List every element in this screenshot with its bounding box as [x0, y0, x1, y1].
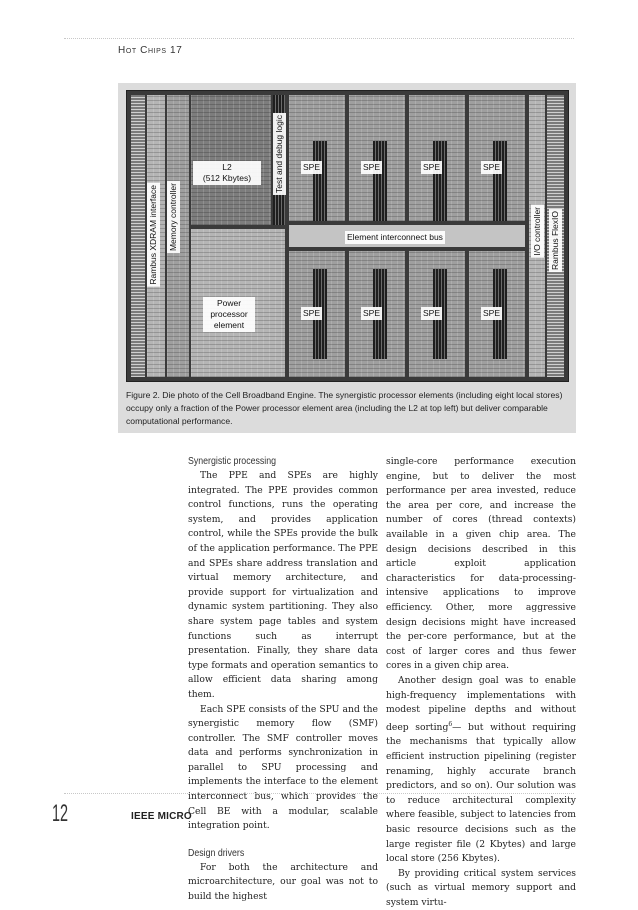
ppe-label: Power processor element [203, 297, 255, 332]
xdram-label: Rambus XDRAM interface [148, 185, 158, 285]
paragraph-text: — but without requiring the mechanisms that typically allow efficient instruction pipelining (register renaming, highly accurate branch predictors, and so on). Our solution was to reduce architectural complexity where feasible, subject to latencies from basic resource decisions such as the large register file (2 Kbytes) and large local store (256 Kbytes). [386, 721, 577, 865]
right-column [386, 455, 576, 910]
paragraph: The PPE and SPEs are highly integrated. The PPE provides common control functions, runs the operating system, and provides application control, while the SPEs provide the bulk of the application performance. The PPE and SPEs share address translation and virtual memory architecture, and provide support for virtualization and dynamic system partitioning. They also share system page tables and system functions such as interrupt presentation. Finally, they share data type formats and operation semantics to allow efficient data sharing among them. [188, 470, 378, 700]
die-photo [126, 90, 569, 382]
spe-label-bottom-2: SPE [363, 308, 381, 318]
spe-label-top-2: SPE [363, 162, 381, 172]
paragraph [386, 674, 576, 867]
paragraph: single-core performance execution engine, but to deliver the most performance per area invested, reduce the area per core, and increase the number of cores (thread contexts) available in a given chip area. The design decisions described in this article exploit application characteristics for data-processing-intensive applications to improve efficiency. Other, more aggressive design decisions might have increased the per-core performance, but at the cost of larger cores and thus fewer cores in a given chip area. [386, 456, 576, 672]
page-number: 12 [52, 800, 69, 827]
paragraph: By providing critical system services (such as virtual memory support and system virtu- [386, 867, 576, 908]
eib-label: Element interconnect bus [347, 232, 443, 242]
running-header: Hot Chips 17 [118, 45, 183, 56]
xdram-strip [131, 95, 145, 377]
heading-synergistic-processing: Synergistic processing [188, 456, 277, 467]
spe-label-bottom-1: SPE [303, 308, 321, 318]
paragraph: Each SPE consists of the SPU and the synergistic memory flow (SMF) controller. The SMF controller moves data and performs synchronization in parallel to SPU processing and implements the interface to the element interconnect bus, which provides the Cell BE with a modular, scalable integration point. [188, 703, 378, 832]
top-rule [64, 38, 574, 39]
citation-superscript: 6 [448, 720, 453, 728]
test-debug-label: Test and debug logic [274, 115, 284, 193]
figure-caption: Figure 2. Die photo of the Cell Broadband Engine. The synergistic processor elements (including eight local stores) occupy only a fraction of the Power processor element area (including the L2 at top left) but deliver comparable computational performance. [126, 390, 563, 426]
magazine-name: IEEE MICRO [131, 811, 192, 822]
spe-label-top-3: SPE [423, 162, 441, 172]
heading-design-drivers: Design drivers [188, 847, 245, 859]
io-controller-label: I/O controller [532, 207, 542, 256]
memory-controller-label: Memory controller [168, 183, 178, 252]
bottom-rule [64, 793, 574, 794]
l2-block [191, 95, 271, 225]
left-column [188, 455, 378, 905]
spe-label-bottom-3: SPE [423, 308, 441, 318]
flexio-label: Rambus FlexIO [550, 211, 560, 271]
paragraph: For both the architecture and microarchitecture, our goal was not to build the highest [188, 861, 378, 903]
figure-2 [118, 83, 576, 433]
spe-label-top-1: SPE [303, 162, 321, 172]
spe-label-bottom-4: SPE [483, 308, 501, 318]
l2-label: L2 (512 Kbytes) [193, 161, 261, 185]
spe-label-top-4: SPE [483, 162, 501, 172]
paragraph-text: Another design goal was to enable high-frequency implementations with modest pipeline depths and without deep sorting [386, 674, 576, 733]
